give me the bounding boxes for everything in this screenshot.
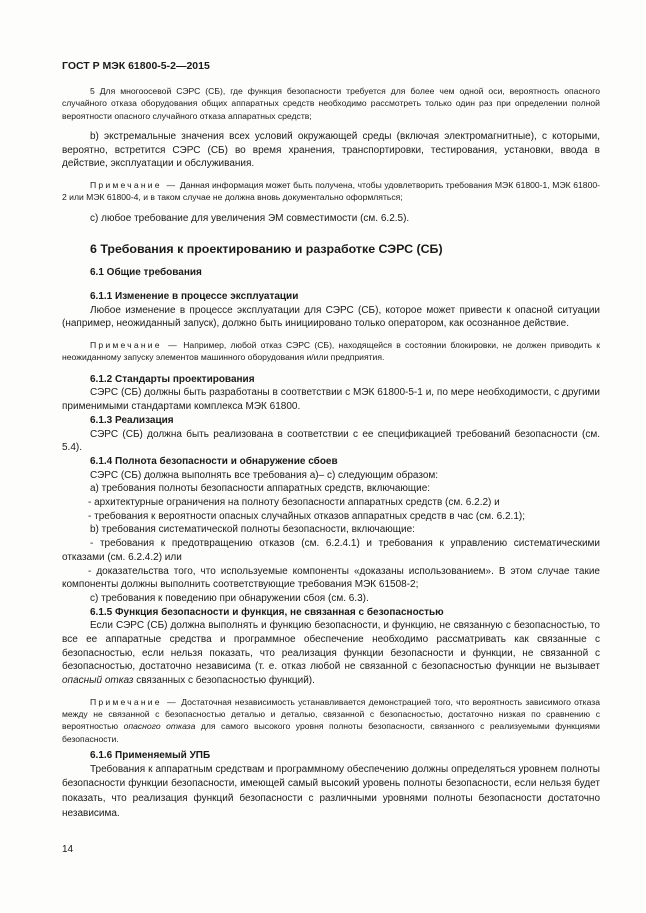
note-1 (62, 179, 600, 204)
s615-text-part-1: Если СЭРС (СБ) должна выполнять и функцию безопасности, и функцию, не связанную с безопасностью, то все ее аппаратные средства и программное обеспечение необходимо рассматривать как связанные с безопасностью, если нельзя показать, что реализация функции безопасности и функции, не связанной с безопасностью, достаточно независима (т. е. отказ любой не связанной с безопасностью функции не вызывает (62, 620, 600, 673)
section-6-1-4-item-a1: - архитектурные ограничения на полноту безопасности аппаратных средств (см. 6.2.2) и (88, 497, 500, 509)
note-3-text-part-1: Достаточная независимость устанавливается демонстрацией того, что вероятность зависимого отказа между не связанной с безопасностью деталью и деталью, связанной с безопасностью, достаточно низкая по сравнению с вероятностью (62, 696, 601, 732)
item-c: c) любое требование для увеличения ЭМ совместимости (см. 6.2.5). (90, 212, 410, 224)
note-2-text: Например, любой отказ СЭРС (СБ), находящейся в состоянии блокировки, не должен приводить к неожиданному запуску элементов машинного оборудования и/или предприятия. (62, 340, 601, 363)
page-header: ГОСТ Р МЭК 61800-5-2—2015 (62, 60, 210, 72)
s615-italic-term: опасный отказ (62, 675, 134, 687)
footnote-5: 5 Для многоосевой СЭРС (СБ), где функция безопасности требуется для более чем одной оси, вероятность опасного случайного отказа оборудования общих аппаратных средств необходимо рассмотреть только один раз при определении полной вероятности опасного случайного отказа аппаратных средств; (62, 86, 600, 121)
section-6-1-4-item-c: с) требования к поведению при обнаружении сбоя (см. 6.3). (90, 592, 369, 604)
note-3-text-part-2: для самого высокого уровня полноты безопасности, связанного с реализуемыми функциями безопасности. (62, 721, 600, 744)
note-1-text: Данная информация может быть получена, чтобы удовлетворить требования МЭК 61800-1, МЭК 61800-2 или МЭК 61800-4, и в таком случае не должна вновь документально оформляться; (62, 180, 600, 203)
section-6-heading: 6 Требования к проектированию и разработке СЭРС (СБ) (90, 242, 443, 257)
note-label: Примечание — (90, 180, 178, 190)
section-6-1-3-heading: 6.1.3 Реализация (90, 414, 174, 426)
page-content (62, 85, 600, 821)
section-6-1-3-text: СЭРС (СБ) должна быть реализована в соответствии с ее спецификацией требований безопасности (см. 5.4). (62, 428, 600, 454)
s615-text-part-2: связанных с безопасностью функций). (133, 675, 315, 687)
section-6-1-4-item-b2: - доказательства того, что используемые компоненты «доказаны использованием». В этом случае такие компоненты должны выполнить соответствующие требования МЭК 61508-2; (62, 565, 600, 591)
item-b: b) экстремальные значения всех условий окружающей среды (включая электромагнитные), с которыми, вероятно, встретится СЭРС (СБ) во время хранения, транспортировки, тестирования, установки, ввода в действие, эксплуатации и обслуживания. (62, 130, 600, 170)
section-6-1-6-heading: 6.1.6 Применяемый УПБ (90, 750, 211, 762)
section-6-1-5-heading: 6.1.5 Функция безопасности и функция, не связанная с безопасностью (90, 606, 444, 618)
note-label: Примечание — (90, 696, 178, 707)
section-6-1-6-text: Требования к аппаратным средствам и программному обеспечению должны определяться уровнем полноты безопасности функции безопасности, имеющей самый высокий уровень полноты безопасности, если нельзя будет показать, что реализация функций безопасности с различными уровнями полноты безопасности достаточно независима. (62, 763, 600, 819)
section-6-1-4-item-a: а) требования полноты безопасности аппаратных средств, включающие: (90, 483, 431, 495)
section-6-1-2-text: СЭРС (СБ) должны быть разработаны в соответствии с МЭК 61800-5-1 и, по мере необходимости, с другими применимыми стандартами комплекса МЭК 61800. (62, 387, 600, 413)
note-3 (62, 696, 600, 745)
note-3-italic-term: опасного отказа (123, 721, 196, 732)
section-6-1-1-heading: 6.1.1 Изменение в процессе эксплуатации (90, 291, 299, 302)
note-2 (62, 339, 600, 364)
page-number: 14 (62, 844, 74, 855)
section-6-1-heading: 6.1 Общие требования (90, 267, 202, 279)
section-6-1-1-text: Любое изменение в процессе эксплуатации для СЭРС (СБ), которое может привести к опасной ситуации (например, неожиданный запуск), должно быть инициировано только оператором, как осознанное действие. (62, 304, 600, 330)
section-6-1-4-item-a2: - требования к вероятности опасных случайных отказов аппаратных средств в час (см. 6.2.1); (88, 510, 525, 522)
section-6-1-4-item-b: b) требования систематической полноты безопасности, включающие: (90, 524, 415, 536)
section-6-1-4-heading: 6.1.4 Полнота безопасности и обнаружение сбоев (90, 455, 338, 467)
section-6-1-4-text: СЭРС (СБ) должна выполнять все требования а)– с) следующим образом: (90, 469, 439, 481)
section-6-1-4-item-b1: - требования к предотвращению отказов (см. 6.2.4.1) и требования к управлению систематическими отказами (см. 6.2.4.2) или (62, 538, 600, 563)
section-6-1-5-text (62, 619, 600, 688)
note-label: Примечание — (90, 340, 179, 351)
section-6-1-2-heading: 6.1.2 Стандарты проектирования (90, 373, 255, 385)
